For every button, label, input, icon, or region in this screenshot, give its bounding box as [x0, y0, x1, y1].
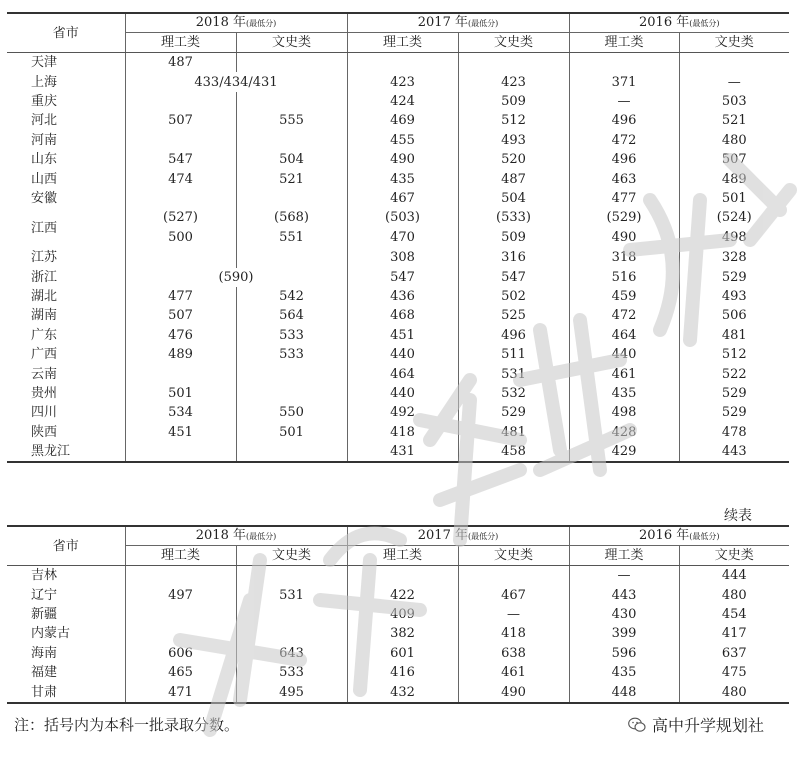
score-cell — [458, 566, 569, 586]
score-cell: 328 — [679, 248, 789, 267]
province-cell: 上海 — [7, 72, 125, 91]
table-row — [7, 663, 789, 682]
score-cell: 481 — [458, 423, 569, 442]
score-cell: 469 — [347, 111, 458, 130]
province-cell: 云南 — [7, 364, 125, 383]
brand-mark — [628, 713, 764, 736]
score-cell: 496 — [569, 111, 679, 130]
score-cell: 477 — [569, 189, 679, 208]
score-cell: 638 — [458, 644, 569, 663]
score-cell — [236, 384, 347, 403]
score-cell — [569, 53, 679, 73]
province-header: 省市 — [7, 13, 125, 53]
score-value-first-batch: (529) — [606, 210, 642, 226]
year-header-2018: 2018 年(最低分) — [125, 526, 347, 546]
col-header-arts-2016: 文史类 — [679, 546, 789, 566]
score-cell: 465 — [125, 663, 236, 682]
score-cell: 308 — [347, 248, 458, 267]
score-cell: 418 — [458, 624, 569, 643]
table-row — [7, 92, 789, 111]
score-cell: 522 — [679, 364, 789, 383]
score-cell — [125, 566, 236, 586]
col-header-science-2017: 理工类 — [347, 546, 458, 566]
score-cell: 501 — [236, 423, 347, 442]
col-header-science-2018: 理工类 — [125, 33, 236, 53]
score-cell: 475 — [679, 663, 789, 682]
score-cell: 471 — [125, 682, 236, 702]
score-cell: 504 — [458, 189, 569, 208]
year-header-2016: 2016 年(最低分) — [569, 13, 789, 33]
score-cell: 432 — [347, 682, 458, 702]
score-cell: 503 — [679, 92, 789, 111]
score-cell: 490 — [347, 150, 458, 169]
province-cell: 新疆 — [7, 605, 125, 624]
score-cell: 529 — [458, 403, 569, 422]
table-row — [7, 442, 789, 462]
score-cell: 422 — [347, 585, 458, 604]
table-header — [7, 526, 789, 566]
score-cell — [236, 92, 347, 111]
score-cell: 428 — [569, 423, 679, 442]
score-cell: 440 — [347, 384, 458, 403]
province-cell: 浙江 — [7, 268, 125, 287]
score-table-continued — [7, 525, 789, 704]
score-cell — [125, 92, 236, 111]
col-header-arts-2016: 文史类 — [679, 33, 789, 53]
table-row — [7, 644, 789, 663]
score-cell — [236, 189, 347, 208]
score-cell: 443 — [679, 442, 789, 462]
score-cell: 507 — [125, 111, 236, 130]
score-cell — [125, 624, 236, 643]
score-cell: 440 — [569, 345, 679, 364]
table-row — [7, 111, 789, 130]
col-header-science-2018: 理工类 — [125, 546, 236, 566]
score-cell: 487 — [458, 169, 569, 188]
score-cell: 521 — [679, 111, 789, 130]
score-cell: 512 — [458, 111, 569, 130]
score-cell: 467 — [347, 189, 458, 208]
score-cell: 498 — [569, 403, 679, 422]
score-cell: 531 — [458, 364, 569, 383]
col-header-science-2016: 理工类 — [569, 546, 679, 566]
score-cell: 550 — [236, 403, 347, 422]
score-cell: — — [569, 92, 679, 111]
year-header-2016: 2016 年(最低分) — [569, 526, 789, 546]
score-cell — [125, 364, 236, 383]
province-cell: 重庆 — [7, 92, 125, 111]
score-cell: 416 — [347, 663, 458, 682]
score-cell: 507 — [679, 150, 789, 169]
score-cell: 495 — [236, 682, 347, 702]
score-cell — [236, 208, 347, 248]
table-header — [7, 13, 789, 53]
score-cell: 423 — [458, 72, 569, 91]
score-cell — [236, 605, 347, 624]
score-cell: 493 — [679, 287, 789, 306]
score-cell: 478 — [679, 423, 789, 442]
score-cell: 461 — [569, 364, 679, 383]
score-cell: 542 — [236, 287, 347, 306]
score-cell: 606 — [125, 644, 236, 663]
score-cell: 444 — [679, 566, 789, 586]
score-value-first-batch: (533) — [496, 210, 531, 226]
score-cell: 534 — [125, 403, 236, 422]
score-cell: 467 — [458, 585, 569, 604]
score-cell: 464 — [347, 364, 458, 383]
province-cell: 广东 — [7, 326, 125, 345]
score-cell: 525 — [458, 306, 569, 325]
score-cell — [125, 131, 236, 150]
score-value: 551 — [279, 230, 304, 246]
table-row — [7, 364, 789, 383]
score-cell — [347, 53, 458, 73]
table-row — [7, 169, 789, 188]
score-cell: 496 — [569, 150, 679, 169]
score-cell: 464 — [569, 326, 679, 345]
score-cell: 472 — [569, 131, 679, 150]
score-cell: 509 — [458, 92, 569, 111]
score-cell: 451 — [347, 326, 458, 345]
score-cell: 564 — [236, 306, 347, 325]
score-cell — [458, 53, 569, 73]
col-header-science-2017: 理工类 — [347, 33, 458, 53]
score-cell: 431 — [347, 442, 458, 462]
score-cell: 399 — [569, 624, 679, 643]
continued-label: 续表 — [724, 508, 752, 524]
province-cell: 江苏 — [7, 248, 125, 267]
score-cell: 417 — [679, 624, 789, 643]
score-cell — [236, 53, 347, 73]
score-cell: 506 — [679, 306, 789, 325]
province-cell: 黑龙江 — [7, 442, 125, 462]
score-cell: 533 — [236, 345, 347, 364]
score-cell: 463 — [569, 169, 679, 188]
province-cell: 辽宁 — [7, 585, 125, 604]
province-cell: 广西 — [7, 345, 125, 364]
score-value: 490 — [611, 230, 637, 246]
score-cell: 451 — [125, 423, 236, 442]
province-cell: 天津 — [7, 53, 125, 73]
province-cell: 吉林 — [7, 566, 125, 586]
year-header-2017: 2017 年(最低分) — [347, 13, 569, 33]
score-cell: 489 — [679, 169, 789, 188]
table-row — [7, 403, 789, 422]
score-cell: 454 — [679, 605, 789, 624]
score-cell: 601 — [347, 644, 458, 663]
wechat-icon — [628, 717, 646, 733]
province-cell: 山东 — [7, 150, 125, 169]
score-value-first-batch: (568) — [274, 210, 309, 226]
score-cell: 496 — [458, 326, 569, 345]
score-cell: 511 — [458, 345, 569, 364]
score-cell: 318 — [569, 248, 679, 267]
score-value: 470 — [390, 230, 415, 246]
col-header-science-2016: 理工类 — [569, 33, 679, 53]
score-cell: 429 — [569, 442, 679, 462]
score-cell: 430 — [569, 605, 679, 624]
score-cell: 440 — [347, 345, 458, 364]
score-cell — [458, 208, 569, 248]
score-cell: 480 — [679, 585, 789, 604]
table-body — [7, 566, 789, 703]
score-cell: 371 — [569, 72, 679, 91]
score-cell — [236, 624, 347, 643]
score-cell: 516 — [569, 268, 679, 287]
province-cell: 安徽 — [7, 189, 125, 208]
score-cell: 448 — [569, 682, 679, 702]
score-cell — [569, 208, 679, 248]
score-cell — [347, 566, 458, 586]
province-cell: 甘肃 — [7, 682, 125, 702]
score-cell: 455 — [347, 131, 458, 150]
table-row — [7, 287, 789, 306]
year-header-2018: 2018 年(最低分) — [125, 13, 347, 33]
col-header-arts-2018: 文史类 — [236, 546, 347, 566]
score-cell: 533 — [236, 663, 347, 682]
score-cell: 504 — [236, 150, 347, 169]
score-cell: 458 — [458, 442, 569, 462]
province-cell: 河北 — [7, 111, 125, 130]
score-cell: 418 — [347, 423, 458, 442]
score-cell: 435 — [347, 169, 458, 188]
score-cell: 497 — [125, 585, 236, 604]
score-cell: 436 — [347, 287, 458, 306]
table-row — [7, 566, 789, 586]
score-cell — [125, 442, 236, 462]
score-cell: 435 — [569, 663, 679, 682]
table-row — [7, 345, 789, 364]
score-cell: — — [569, 566, 679, 586]
score-cell: 423 — [347, 72, 458, 91]
score-cell — [125, 189, 236, 208]
score-cell: 492 — [347, 403, 458, 422]
score-value: 500 — [168, 230, 193, 246]
col-header-arts-2017: 文史类 — [458, 33, 569, 53]
table-row — [7, 624, 789, 643]
score-cell: 480 — [679, 131, 789, 150]
score-cell: 547 — [125, 150, 236, 169]
table-row — [7, 72, 789, 91]
brand-text: 高中升学规划社 — [652, 716, 765, 735]
table-row — [7, 189, 789, 208]
score-cell: 435 — [569, 384, 679, 403]
score-cell — [125, 248, 236, 267]
table-row — [7, 53, 789, 73]
score-cell: 596 — [569, 644, 679, 663]
province-cell: 湖北 — [7, 287, 125, 306]
score-cell: 507 — [125, 306, 236, 325]
score-cell: 493 — [458, 131, 569, 150]
score-cell — [236, 248, 347, 267]
table-row — [7, 605, 789, 624]
table-row — [7, 682, 789, 702]
score-value-first-batch: (527) — [163, 210, 198, 226]
score-cell: 532 — [458, 384, 569, 403]
score-cell: 424 — [347, 92, 458, 111]
score-cell: 477 — [125, 287, 236, 306]
score-cell — [236, 442, 347, 462]
score-cell: 531 — [236, 585, 347, 604]
col-header-arts-2018: 文史类 — [236, 33, 347, 53]
score-cell: 501 — [125, 384, 236, 403]
col-header-arts-2017: 文史类 — [458, 546, 569, 566]
score-cell: 480 — [679, 682, 789, 702]
table-row — [7, 131, 789, 150]
score-cell: 501 — [679, 189, 789, 208]
score-cell — [347, 208, 458, 248]
table-row — [7, 384, 789, 403]
table-body — [7, 53, 789, 463]
score-cell: 502 — [458, 287, 569, 306]
score-table-main — [7, 12, 789, 463]
table-row — [7, 248, 789, 267]
score-value: 509 — [501, 230, 526, 246]
score-cell — [236, 566, 347, 586]
score-cell: 316 — [458, 248, 569, 267]
score-cell: 643 — [236, 644, 347, 663]
table-row — [7, 585, 789, 604]
score-cell — [236, 131, 347, 150]
score-cell: 637 — [679, 644, 789, 663]
score-cell: 520 — [458, 150, 569, 169]
table-row — [7, 268, 789, 287]
score-cell — [679, 208, 789, 248]
score-cell: 409 — [347, 605, 458, 624]
province-cell: 贵州 — [7, 384, 125, 403]
province-cell: 江西 — [7, 208, 125, 248]
province-cell: 福建 — [7, 663, 125, 682]
score-cell: 468 — [347, 306, 458, 325]
score-cell: 481 — [679, 326, 789, 345]
score-cell: 461 — [458, 663, 569, 682]
score-cell: 521 — [236, 169, 347, 188]
score-cell: 529 — [679, 384, 789, 403]
score-cell: 487 — [125, 53, 236, 73]
province-cell: 陕西 — [7, 423, 125, 442]
score-cell: 533 — [236, 326, 347, 345]
score-cell: 555 — [236, 111, 347, 130]
table-row — [7, 423, 789, 442]
province-header: 省市 — [7, 526, 125, 566]
score-cell: 512 — [679, 345, 789, 364]
province-cell: 湖南 — [7, 306, 125, 325]
score-cell: 547 — [458, 268, 569, 287]
score-cell — [236, 364, 347, 383]
score-cell — [125, 605, 236, 624]
score-cell — [125, 208, 236, 248]
province-cell: 海南 — [7, 644, 125, 663]
province-cell: 内蒙古 — [7, 624, 125, 643]
score-cell: — — [458, 605, 569, 624]
score-cell: 382 — [347, 624, 458, 643]
score-value: 498 — [721, 230, 747, 246]
score-value-first-batch: (503) — [385, 210, 420, 226]
year-header-2017: 2017 年(最低分) — [347, 526, 569, 546]
score-cell: 547 — [347, 268, 458, 287]
score-cell — [679, 53, 789, 73]
score-cell: 443 — [569, 585, 679, 604]
score-cell: 459 — [569, 287, 679, 306]
table-row — [7, 306, 789, 325]
table-row — [7, 326, 789, 345]
province-cell: 四川 — [7, 403, 125, 422]
score-cell: 474 — [125, 169, 236, 188]
table-row — [7, 150, 789, 169]
score-cell: 529 — [679, 403, 789, 422]
province-cell: 山西 — [7, 169, 125, 188]
score-cell: 489 — [125, 345, 236, 364]
score-cell: 529 — [679, 268, 789, 287]
score-cell: 490 — [458, 682, 569, 702]
score-value-first-batch: (524) — [716, 210, 752, 226]
province-cell: 河南 — [7, 131, 125, 150]
score-cell: 472 — [569, 306, 679, 325]
score-cell: — — [679, 72, 789, 91]
score-cell-merged-2018: (590) — [125, 268, 347, 287]
score-cell-merged-2018: 433/434/431 — [125, 72, 347, 91]
table-row — [7, 208, 789, 248]
score-cell: 476 — [125, 326, 236, 345]
footnote: 注：括号内为本科一批录取分数。 — [14, 716, 240, 734]
